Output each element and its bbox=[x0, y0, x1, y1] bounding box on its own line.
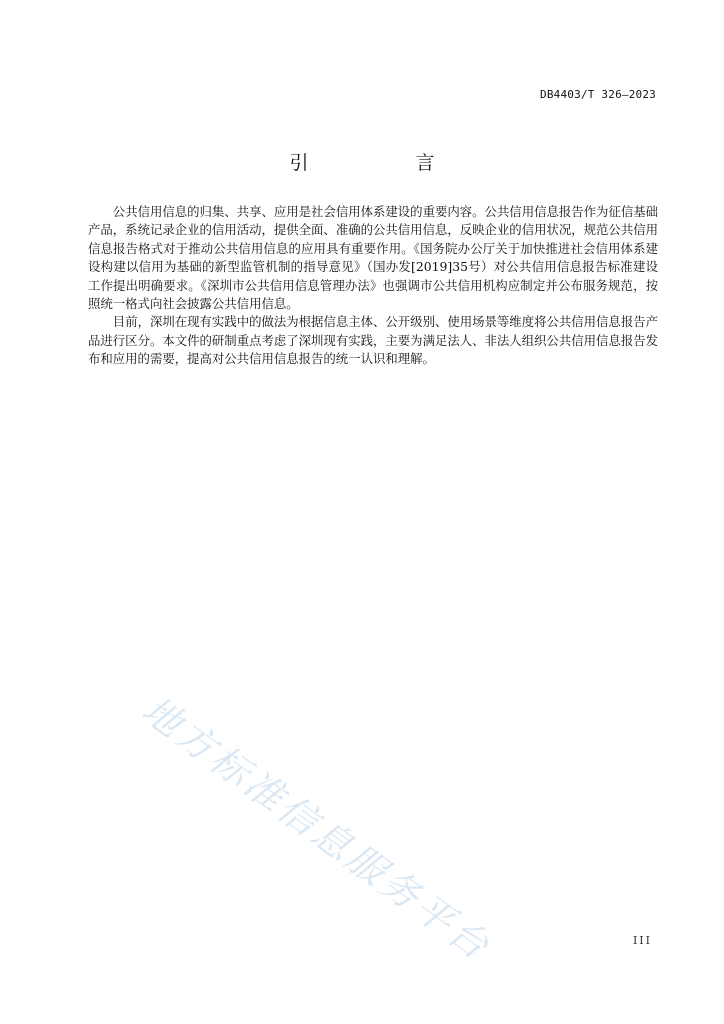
body-text bbox=[88, 203, 658, 369]
document-standard-code: DB4403/T 326—2023 bbox=[540, 88, 656, 101]
section-title: 引 言 bbox=[289, 152, 479, 174]
paragraph-2: 目前，深圳在现有实践中的做法为根据信息主体、公开级别、使用场景等维度将公共信用信息报告产品进行区分。本文件的研制重点考虑了深圳现有实践，主要为满足法人、非法人组织公共信用信息报告发布和应用的需要，提高对公共信用信息报告的统一认识和理解。 bbox=[88, 314, 658, 367]
paragraph-1: 公共信用信息的归集、共享、应用是社会信用体系建设的重要内容。公共信用信息报告作为征信基础产品，系统记录企业的信用活动，提供全面、准确的公共信用信息，反映企业的信用状况，规范公共信用信息报告格式对于推动公共信用信息的应用具有重要作用。《国务院办公厅关于加快推进社会信用体系建设构建以信用为基础的新型监管机制的指导意见》（国办发[2019]35号）对公共信用信息报告标准建设工作提出明确要求。《深圳市公共信用信息管理办法》也强调市公共信用机构应制定并公布服务规范，按照统一格式向社会披露公共信用信息。 bbox=[88, 204, 658, 312]
page-number: III bbox=[632, 934, 652, 947]
platform-watermark: 地方标准信息服务平台 bbox=[133, 687, 500, 970]
